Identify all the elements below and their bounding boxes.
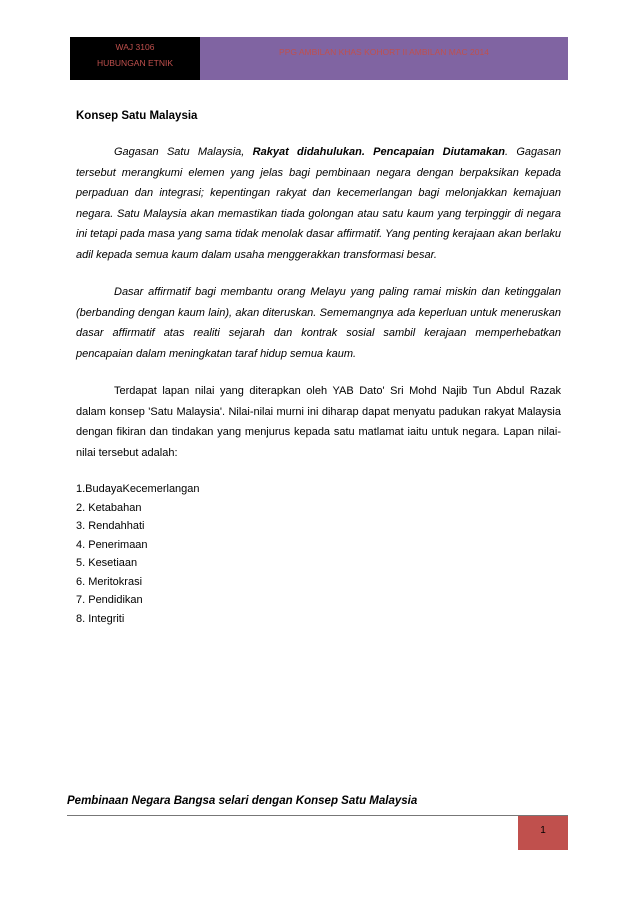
value-item: 3. Rendahhati xyxy=(76,520,145,532)
paragraph-1 xyxy=(76,142,561,265)
header-course-box xyxy=(70,37,200,80)
header-program-box xyxy=(200,37,568,80)
value-item: 5. Kesetiaan xyxy=(76,557,138,569)
page-title: Konsep Satu Malaysia xyxy=(76,110,198,122)
value-item: 7. Pendidikan xyxy=(76,594,143,606)
document-body xyxy=(76,110,561,628)
value-item: 1.BudayaKecemerlangan xyxy=(76,483,200,495)
paragraph-1-rest: . Gagasan tersebut merangkumi elemen yang jelas bagi pembinaan negara dengan berpaksikan kepada perpaduan dan integrasi; kepentingan rakyat dan kecemerlangan bagi melonjakkan kemajuan negara. Satu Malaysia akan memastikan tiada golongan atau satu kaum yang terpinggir di negara ini tetapi pada masa yang sama tidak menolak dasar affirmatif. Yang penting kerajaan akan berlaku adil kepada semua kaum dalam usaha menggerakkan transformasi besar. xyxy=(76,146,561,261)
value-item: 8. Integriti xyxy=(76,612,125,625)
value-item: 2. Ketabahan xyxy=(76,501,142,514)
paragraph-3: Terdapat lapan nilai yang diterapkan oleh YAB Dato' Sri Mohd Najib Tun Abdul Razak dalam konsep 'Satu Malaysia'. Nilai-nilai murni ini diharap dapat menyatu padukan rakyat Malaysia dengan fikiran dan tindakan yang menjurus kepada satu matlamat iaitu untuk negara. Lapan nilai-nilai tersebut adalah: xyxy=(76,385,561,459)
program-title: PPG AMBILAN KHAS KOHORT II AMBILAN MAC 2014 xyxy=(279,47,489,57)
paragraph-1-emphasis: Rakyat didahulukan. Pencapaian Diutamakan xyxy=(252,146,505,158)
page-number-box xyxy=(518,816,568,850)
paragraph-2: Dasar affirmatif bagi membantu orang Melayu yang paling ramai miskin dan ketinggalan (berbanding dengan kaum lain), akan diteruskan. Sememangnya ada keperluan untuk meneruskan dasar affirmatif atas realiti sejarah dan kontrak sosial sambil kerajaan memperhebatkan pencapaian dalam meningkatan taraf hidup semua kaum. xyxy=(76,286,561,360)
values-list xyxy=(76,480,561,628)
footer-title: Pembinaan Negara Bangsa selari dengan Konsep Satu Malaysia xyxy=(67,795,418,807)
course-name: HUBUNGAN ETNIK xyxy=(96,58,174,68)
footer-divider xyxy=(67,815,568,816)
value-item: 6. Meritokrasi xyxy=(76,575,143,588)
course-code: WAJ 3106 xyxy=(115,42,155,52)
value-item: 4. Penerimaan xyxy=(76,538,148,551)
page-number: 1 xyxy=(540,825,546,836)
paragraph-1-intro: Gagasan Satu Malaysia, xyxy=(114,146,253,158)
